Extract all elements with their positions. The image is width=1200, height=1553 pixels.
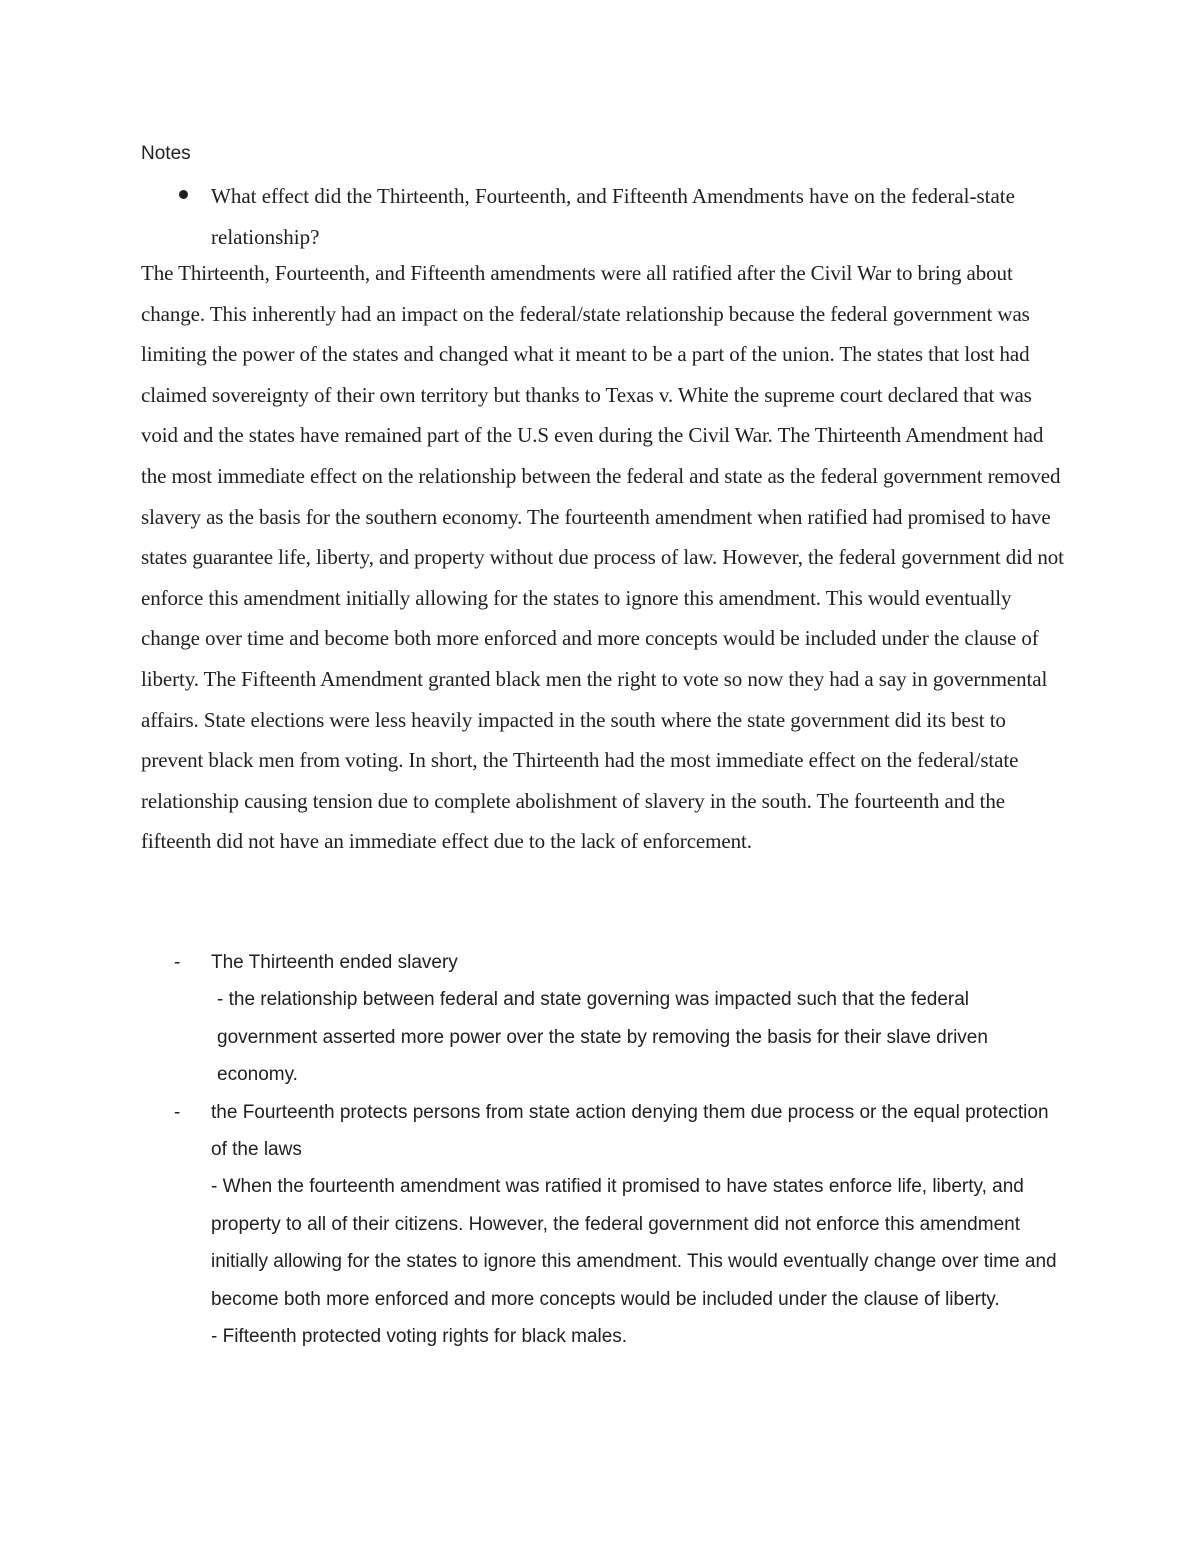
body-paragraph: The Thirteenth, Fourteenth, and Fifteenth amendments were all ratified after the Civil War to bring about change. This inherently had an impact on the federal/state relationship because the federal government was limiting the power of the states and changed what it meant to be a part of the union. The states that lost had claimed sovereignty of their own territory but thanks to Texas v. White the supreme court declared that was void and the states have remained part of the U.S even during the Civil War. The Thirteenth Amendment had the most immediate effect on the relationship between the federal and state as the federal government removed slavery as the basis for the southern economy. The fourteenth amendment when ratified had promised to have states guarantee life, liberty, and property without due process of law. However, the federal government did not enforce this amendment initially allowing for the states to ignore this amendment. This would eventually change over time and become both more enforced and more concepts would be included under the clause of liberty. The Fifteenth Amendment granted black men the right to vote so now they had a say in governmental affairs. State elections were less heavily impacted in the south where the state government did its best to prevent black men from voting. In short, the Thirteenth had the most immediate effect on the federal/state relationship causing tension due to complete abolishment of slavery in the south. The fourteenth and the fifteenth did not have an immediate effect due to the lack of enforcement. <box>141 261 1064 854</box>
list-item-thirteenth <box>141 944 1066 1094</box>
question-text: What effect did the Thirteenth, Fourteenth, and Fifteenth Amendments have on the federal-state relationship? <box>211 184 1015 249</box>
list-item-fourteenth <box>141 1094 1066 1356</box>
list-subitem-text: - the relationship between federal and state governing was impacted such that the federal government asserted more power over the state by removing the basis for their slave driven economy. <box>217 989 988 1086</box>
notes-heading: Notes <box>141 143 191 164</box>
amendment-list <box>141 944 1066 1355</box>
list-subitem-text: - When the fourteenth amendment was ratified it promised to have states enforce life, liberty, and property to all of their citizens. However, the federal government did not enforce this amendment initially allowing for the states to ignore this amendment. This would eventually change over time and become both more enforced and more concepts would be included under the clause of liberty. <box>211 1176 1057 1310</box>
question-bullet-item <box>141 176 1041 258</box>
list-subitem-text: - Fifteenth protected voting rights for black males. <box>211 1326 628 1348</box>
dash-marker: - <box>174 1101 181 1123</box>
bullet-icon <box>179 190 188 199</box>
dash-marker: - <box>174 952 181 973</box>
list-item-text: The Thirteenth ended slavery <box>211 952 458 973</box>
list-item-text: the Fourteenth protects persons from state action denying them due process or the equal protection of the laws <box>211 1101 1049 1161</box>
